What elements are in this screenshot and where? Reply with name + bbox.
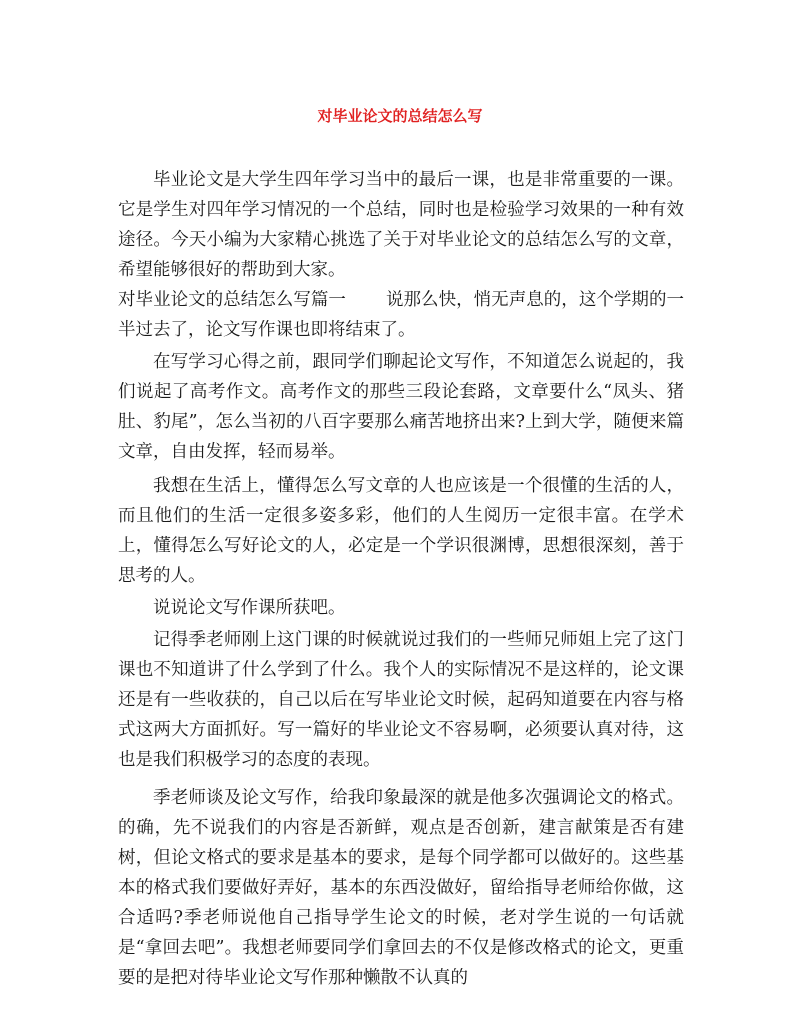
section-lead: 说那么快，悄无声息的，这个学期的一半过去了，论文写作课也即将结束了。 bbox=[118, 290, 685, 340]
document-body bbox=[118, 165, 684, 993]
intro-paragraph: 毕业论文是大学生四年学习当中的最后一课，也是非常重要的一课。它是学生对四年学习情况的一个总结，同时也是检验学习效果的一种有效途径。今天小编为大家精心挑选了关于对毕业论文的总结怎么写的文章，希望能够很好的帮助到大家。 bbox=[118, 170, 684, 280]
body-paragraph-4: 记得季老师刚上这门课的时候就说过我们的一些师兄师姐上完了这门课也不知道讲了什么学到了什么。我个人的实际情况不是这样的，论文课还是有一些收获的，自己以后在写毕业论文时候，起码知道要在内容与格式这两大方面抓好。写一篇好的毕业论文不容易啊，必须要认真对待，这也是我们积极学习的态度的表现。 bbox=[118, 630, 684, 770]
section-heading-paragraph bbox=[118, 285, 684, 345]
section-heading: 对毕业论文的总结怎么写篇一 bbox=[118, 290, 346, 310]
body-paragraph-5: 季老师谈及论文写作，给我印象最深的就是他多次强调论文的格式。的确，先不说我们的内容是否新鲜，观点是否创新，建言献策是否有建树，但论文格式的要求是基本的要求，是每个同学都可以做好的。这些基本的格式我们要做好弄好，基本的东西没做好，留给指导老师给你做，这合适吗?季老师说他自己指导学生论文的时候，老对学生说的一句话就是“拿回去吧”。我想老师要同学们拿回去的不仅是修改格式的论文，更重要的是把对待毕业论文写作那种懒散不认真的 bbox=[118, 788, 684, 988]
body-paragraph-3: 说说论文写作课所获吧。 bbox=[153, 598, 346, 618]
body-paragraph-2: 我想在生活上，懂得怎么写文章的人也应该是一个很懂的生活的人，而且他们的生活一定很多姿多彩，他们的人生阅历一定很丰富。在学术上，懂得怎么写好论文的人，必定是一个学识很渊博，思想很深刻，善于思考的人。 bbox=[118, 476, 684, 586]
document-title: 对毕业论文的总结怎么写 bbox=[317, 107, 483, 125]
body-paragraph-1: 在写学习心得之前，跟同学们聊起论文写作，不知道怎么说起的，我们说起了高考作文。高考作文的那些三段论套路，文章要什么“凤头、猪肚、豹尾”，怎么当初的八百字要那么痛苦地挤出来?上到大学，随便来篇文章，自由发挥，轻而易举。 bbox=[118, 352, 684, 462]
